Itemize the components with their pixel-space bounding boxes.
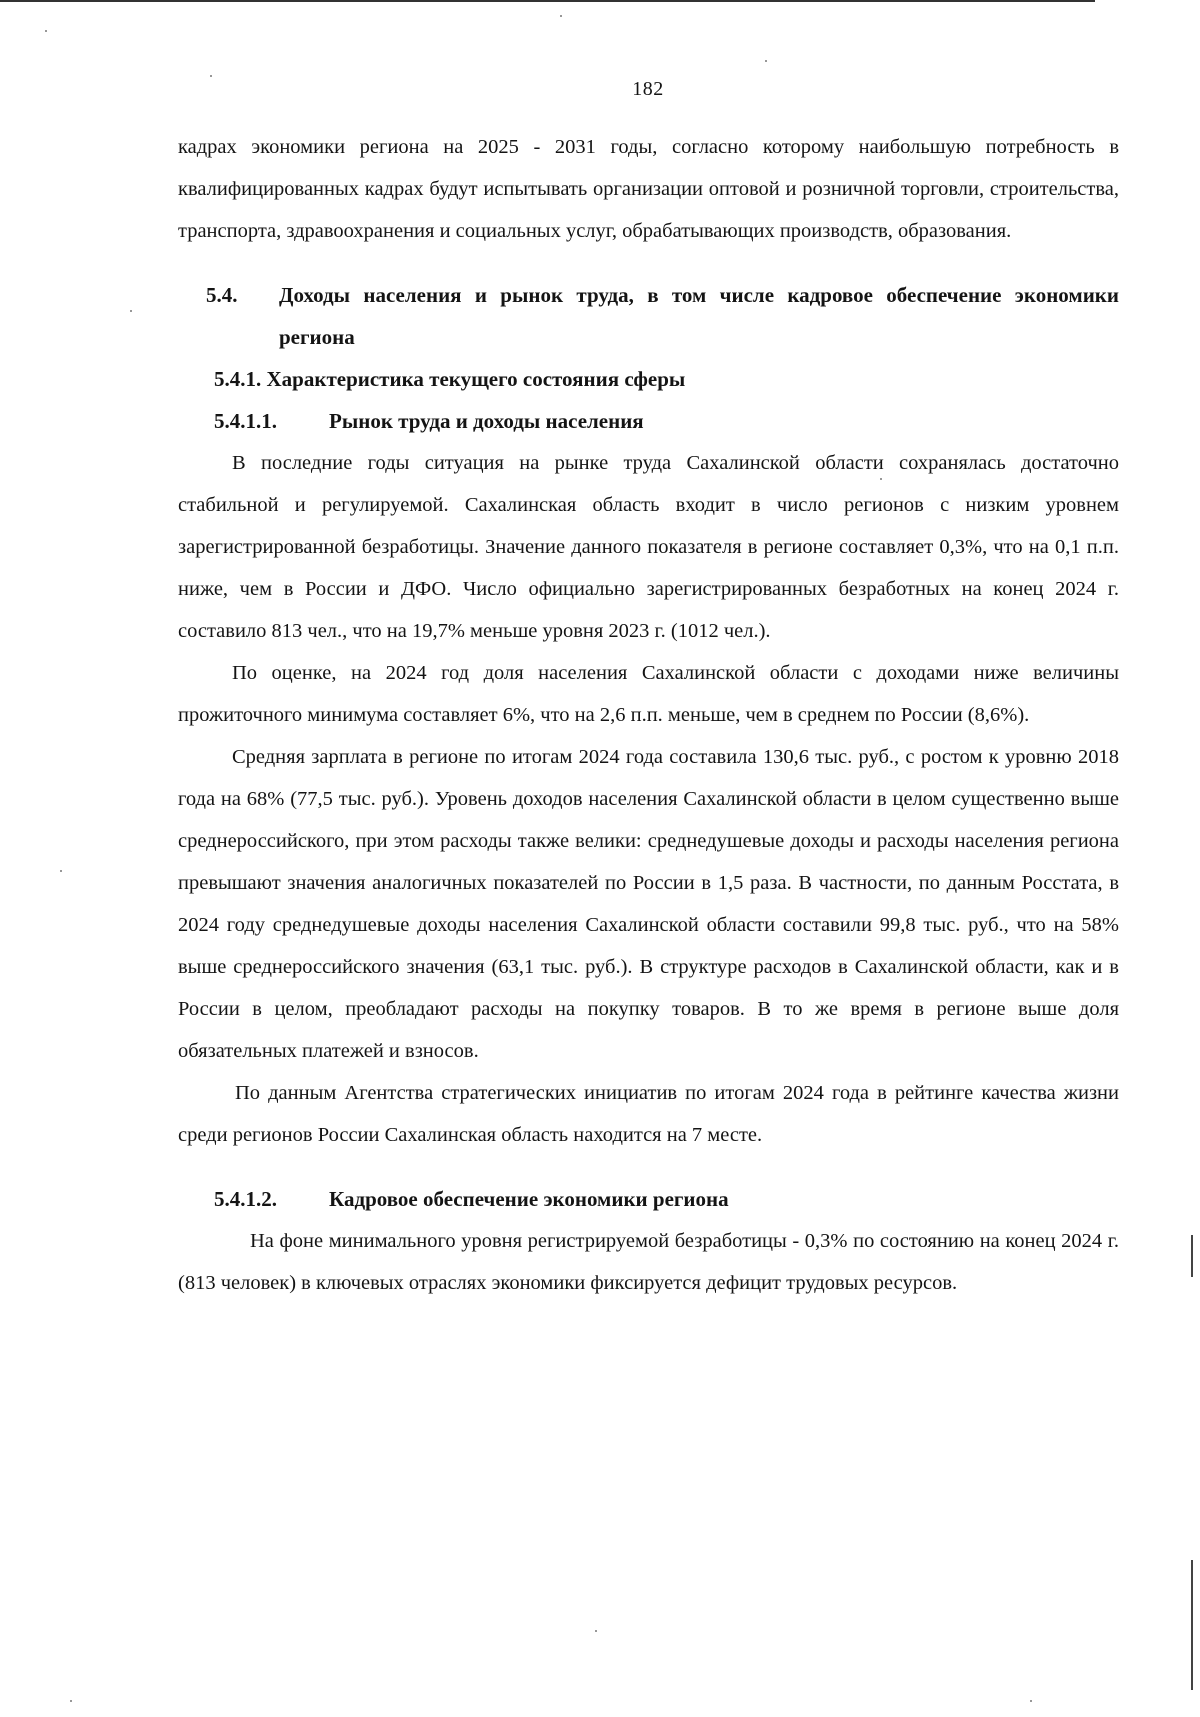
scan-speck: [880, 478, 882, 480]
subsection-number: 5.4.1.1.: [214, 409, 277, 433]
page-number: 182: [632, 78, 664, 100]
section-heading-5-4: [178, 274, 1119, 358]
scan-speck: [560, 15, 562, 17]
scan-speck: [45, 30, 47, 32]
paragraph-quality-of-life: По данным Агентства стратегических инициатив по итогам 2024 года в рейтинге качества жизни среди регионов России Сахалинская область находится на 7 месте.: [178, 1082, 1119, 1146]
scan-speck: [210, 75, 212, 77]
scan-speck: [130, 310, 132, 312]
paragraph-labor-market: В последние годы ситуация на рынке труда Сахалинской области сохранялась достаточно стабильной и регулируемой. Сахалинская область входит в число регионов с низким уровнем зарегистрированной безработицы. Значение данного показателя в регионе составляет 0,3%, что на 0,1 п.п. ниже, чем в России и ДФО. Число официально зарегистрированных безработных на конец 2024 г. составило 813 чел., что на 19,7% меньше уровня 2023 г. (1012 чел.).: [178, 452, 1119, 642]
subsection-title: Кадровое обеспечение экономики региона: [329, 1187, 729, 1211]
paragraph-intro: кадрах экономики региона на 2025 - 2031 годы, согласно которому наибольшую потребность в квалифицированных кадрах будут испытывать организации оптовой и розничной торговли, строительства, транспорта, здравоохранения и социальных услуг, обрабатывающих производств, образования.: [178, 136, 1119, 242]
subsection-number: 5.4.1.2.: [214, 1187, 277, 1211]
paragraph-income-wages: Средняя зарплата в регионе по итогам 2024 года составила 130,6 тыс. руб., с ростом к уровню 2018 года на 68% (77,5 тыс. руб.). Уровень доходов населения Сахалинской области в целом существенно выше среднероссийского, при этом расходы также велики: среднедушевые доходы и расходы населения региона превышают значения аналогичных показателей по России в 1,5 раза. В частности, по данным Росстата, в 2024 году среднедушевые доходы населения Сахалинской области составили 99,8 тыс. руб., что на 58% выше среднероссийского значения (63,1 тыс. руб.). В структуре расходов в Сахалинской области, как и в России в целом, преобладают расходы на покупку товаров. В то же время в регионе выше доля обязательных платежей и взносов.: [178, 746, 1119, 1062]
scan-speck: [70, 1700, 72, 1702]
document-body: [178, 126, 1119, 1304]
scan-margin-mark: [1191, 1235, 1193, 1277]
subsection-heading-5-4-1-1: [178, 400, 1119, 442]
scan-speck: [595, 1630, 597, 1632]
scan-speck: [765, 60, 767, 62]
section-title: Доходы населения и рынок труда, в том числе кадровое обеспечение экономики региона: [279, 283, 1119, 349]
paragraph-poverty-share: По оценке, на 2024 год доля населения Сахалинской области с доходами ниже величины прожиточного минимума составляет 6%, что на 2,6 п.п. меньше, чем в среднем по России (8,6%).: [178, 662, 1119, 726]
subsection-title: Рынок труда и доходы населения: [329, 409, 644, 433]
section-number: 5.4.: [206, 283, 238, 307]
scan-speck: [1030, 1700, 1032, 1702]
paragraph-staffing: На фоне минимального уровня регистрируемой безработицы - 0,3% по состоянию на конец 2024 г. (813 человек) в ключевых отраслях экономики фиксируется дефицит трудовых ресурсов.: [178, 1230, 1119, 1294]
page-top-border: [0, 0, 1095, 2]
subsection-heading-5-4-1: 5.4.1. Характеристика текущего состояния сферы: [214, 367, 686, 391]
scan-speck: [60, 870, 62, 872]
scan-margin-mark: [1191, 1560, 1193, 1690]
subsection-heading-5-4-1-2: [178, 1178, 1119, 1220]
